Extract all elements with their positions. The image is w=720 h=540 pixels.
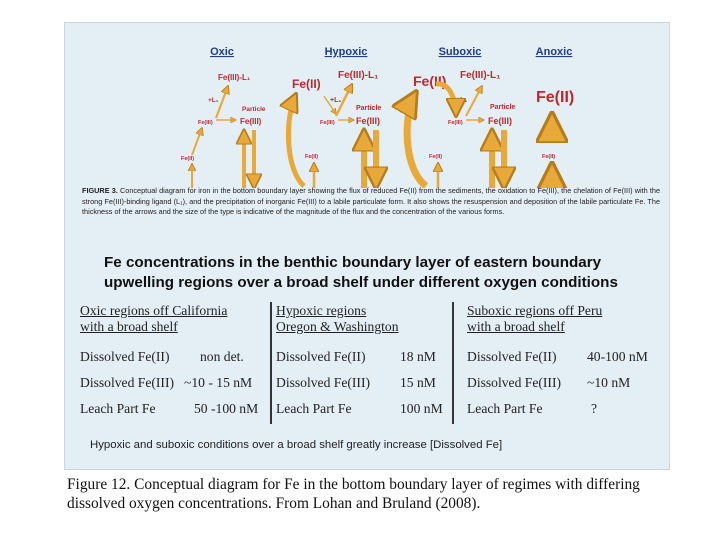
hypoxic-particle-label: Particle xyxy=(356,105,382,112)
column-divider-2 xyxy=(452,302,454,424)
summary-statement: Hypoxic and suboxic conditions over a broad shelf greatly increase [Dissolved Fe] xyxy=(90,439,503,451)
figure12-caption: Figure 12. Conceptual diagram for Fe in the bottom boundary layer of regimes with differing dissolved oxygen concentrations. From Lohan and Bruland (2008). xyxy=(67,476,640,512)
suboxic-curved-arrow xyxy=(407,92,426,186)
region-suboxic: Suboxic xyxy=(438,46,482,58)
oxic-fe3-label: Fe(III) xyxy=(240,117,262,126)
hypoxic-fe2-small-label: Fe(II) xyxy=(305,154,319,160)
oxic-fe3-small-label: Fe(III) xyxy=(198,120,213,126)
anoxic-fe2-small-label: Fe(II) xyxy=(542,154,556,160)
suboxic-row2-value: ~10 nM xyxy=(587,375,631,390)
oxic-row1-value: non det. xyxy=(200,349,244,364)
column-hypoxic xyxy=(276,303,443,416)
hypoxic-panel xyxy=(288,70,381,188)
column-oxic-title1: Oxic regions off California xyxy=(80,303,228,318)
column-hypoxic-title2: Oregon & Washington xyxy=(276,319,399,334)
oxic-plus-l1-label: +L₁ xyxy=(208,97,219,104)
suboxic-row1-label: Dissolved Fe(II) xyxy=(467,349,557,364)
oxic-oxidation-arrow xyxy=(192,128,202,155)
oxic-particle-label: Particle xyxy=(242,106,266,113)
heading-line1: Fe concentrations in the benthic boundary layer of eastern boundary xyxy=(104,254,602,271)
figure3-label: FIGURE 3. xyxy=(82,186,118,195)
column-suboxic-title1: Suboxic regions off Peru xyxy=(467,303,603,318)
hypoxic-row1-value: 18 nM xyxy=(400,349,436,364)
oxic-row2-label: Dissolved Fe(III) xyxy=(80,375,175,390)
column-oxic xyxy=(80,303,259,416)
suboxic-fe3-l1-label: Fe(III)-L₁ xyxy=(460,70,501,81)
oxic-fe3-l1-label: Fe(III)-L₁ xyxy=(218,73,251,82)
suboxic-panel xyxy=(407,70,515,188)
figure3-caption xyxy=(82,186,660,218)
hypoxic-curved-arrow xyxy=(288,94,304,186)
region-hypoxic: Hypoxic xyxy=(324,46,368,58)
suboxic-chelation-arrow xyxy=(466,86,482,116)
suboxic-fe2-large-label: Fe(II) xyxy=(413,73,447,89)
hypoxic-fe3-small-label: Fe(III) xyxy=(320,120,335,126)
hypoxic-fe2-large-label: Fe(II) xyxy=(292,77,321,91)
hypoxic-row2-value: 15 nM xyxy=(400,375,436,390)
suboxic-row3-value: ? xyxy=(591,401,598,416)
column-divider-1 xyxy=(270,302,272,424)
column-oxic-title2: with a broad shelf xyxy=(80,319,178,334)
hypoxic-fe3-l1-label: Fe(III)-L₁ xyxy=(338,70,379,81)
region-anoxic: Anoxic xyxy=(535,46,573,58)
suboxic-fe3-small-label: Fe(III) xyxy=(448,120,463,126)
suboxic-fe3-label: Fe(III) xyxy=(488,116,512,126)
oxic-row2-value: ~10 - 15 nM xyxy=(184,375,253,390)
column-hypoxic-title1: Hypoxic regions xyxy=(276,303,367,318)
oxic-fe2-label: Fe(II) xyxy=(181,156,195,162)
suboxic-plus-l1-label: +L₁ xyxy=(456,97,468,104)
suboxic-row1-value: 40-100 nM xyxy=(587,349,648,364)
hypoxic-row3-value: 100 nM xyxy=(400,401,443,416)
oxic-row3-value: 50 -100 nM xyxy=(194,401,259,416)
iron-flux-diagram xyxy=(80,30,660,188)
hypoxic-fe3-label: Fe(III) xyxy=(356,116,380,126)
section-heading xyxy=(104,253,664,292)
suboxic-fe2-small-label: Fe(II) xyxy=(429,154,443,160)
column-suboxic-title2: with a broad shelf xyxy=(467,319,565,334)
hypoxic-row3-label: Leach Part Fe xyxy=(276,401,352,416)
oxic-panel xyxy=(181,73,266,188)
hypoxic-plus-l1-label: +L₁ xyxy=(330,97,342,104)
column-suboxic xyxy=(467,303,648,416)
hypoxic-row1-label: Dissolved Fe(II) xyxy=(276,349,366,364)
hypoxic-row2-label: Dissolved Fe(III) xyxy=(276,375,371,390)
oxic-row3-label: Leach Part Fe xyxy=(80,401,156,416)
suboxic-particle-label: Particle xyxy=(490,104,516,111)
heading-line2: upwelling regions over a broad shelf under different oxygen conditions xyxy=(104,273,618,291)
figure3-text: Conceptual diagram for iron in the bottom boundary layer showing the flux of reduced Fe(II) from the sediments, the oxidation to Fe(III), the chelation of Fe(III) with the strong Fe(III)-binding ligand (L₁), and the precipitation of inorganic Fe(III) to a labile particulate form. It also shows the resuspension and deposition of the labile particulate Fe. The thickness of the arrows and the size of the type is indicative of the magnitude of the flux and the concentration of the various forms. xyxy=(82,186,660,217)
anoxic-fe2-large-label: Fe(II) xyxy=(536,89,575,106)
anoxic-panel xyxy=(536,89,574,188)
region-oxic: Oxic xyxy=(210,46,234,58)
suboxic-row2-label: Dissolved Fe(III) xyxy=(467,375,562,390)
oxic-row1-label: Dissolved Fe(II) xyxy=(80,349,170,364)
suboxic-row3-label: Leach Part Fe xyxy=(467,401,543,416)
